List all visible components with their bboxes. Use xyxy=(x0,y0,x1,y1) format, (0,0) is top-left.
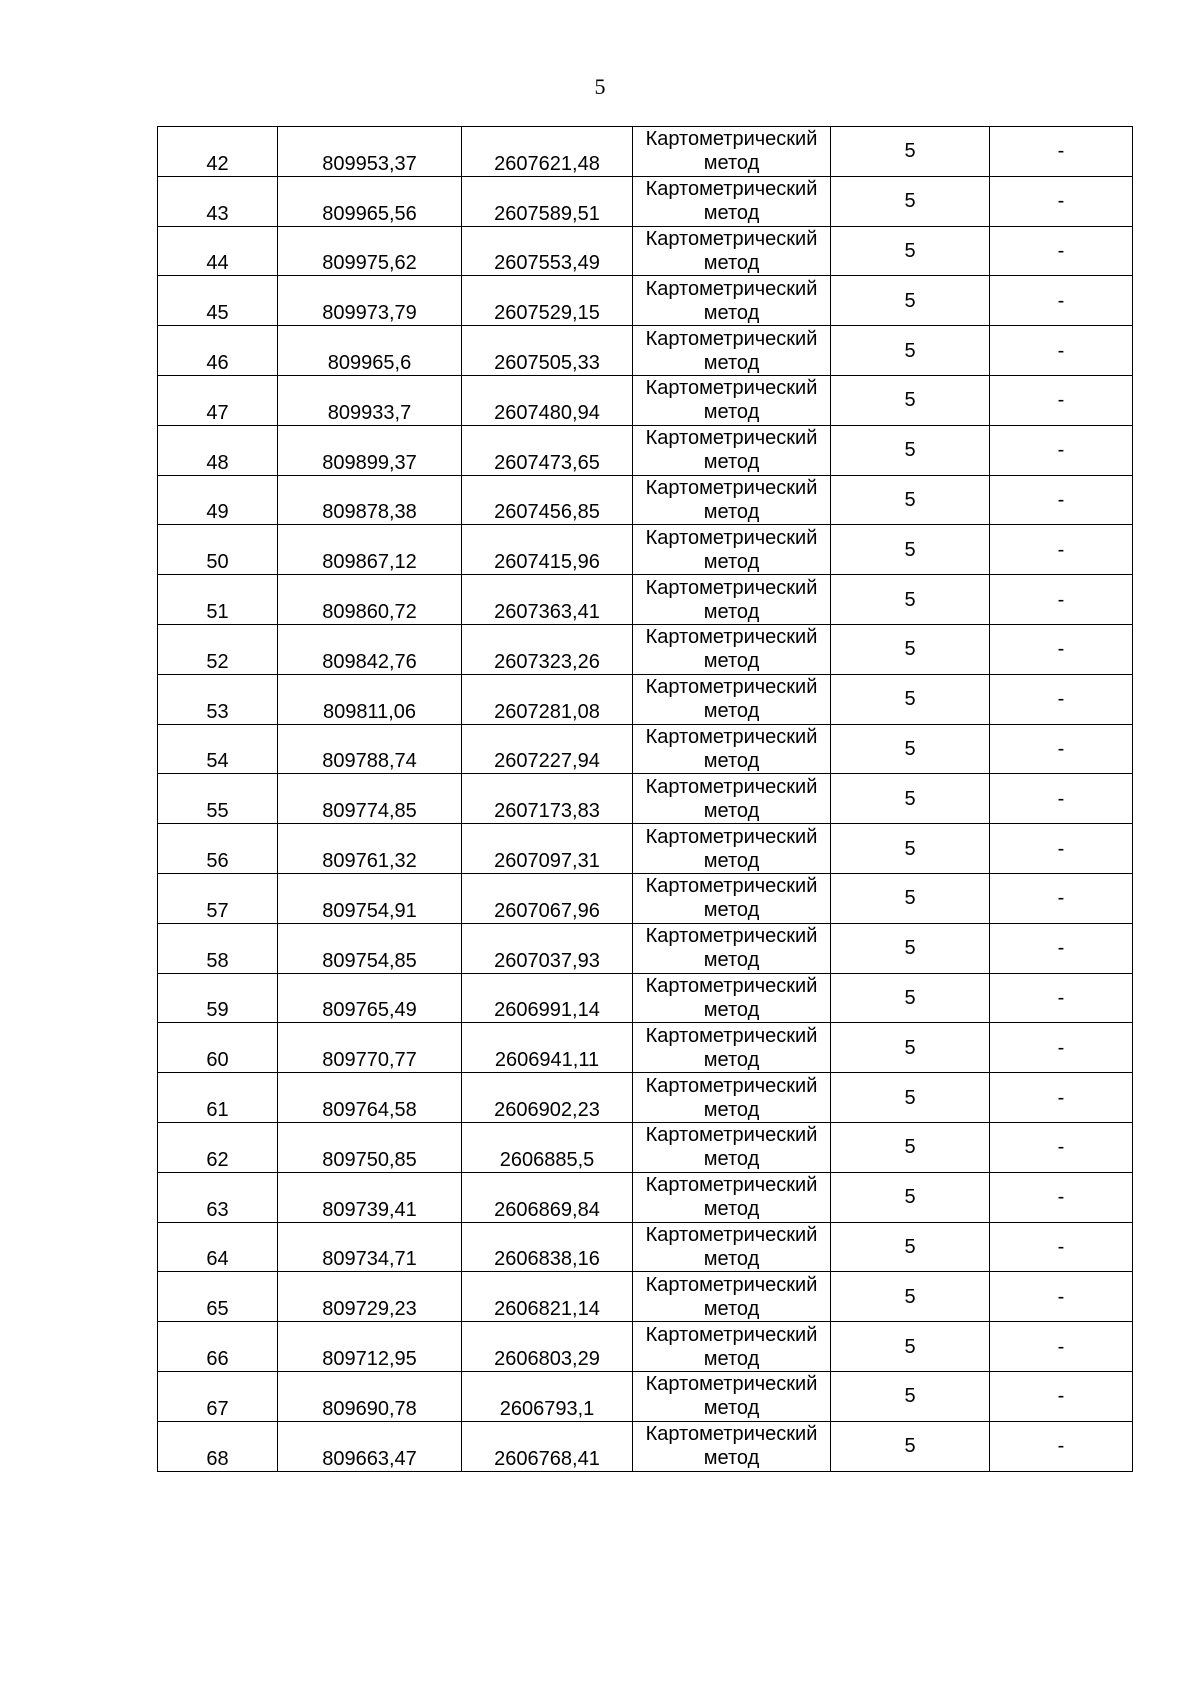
point-number-cell: 60 xyxy=(158,1023,278,1073)
method-line1: Картометрический xyxy=(645,626,818,649)
method-cell xyxy=(633,575,831,625)
method-cell xyxy=(633,326,831,376)
method-line1: Картометрический xyxy=(645,576,818,599)
note-cell: - xyxy=(990,774,1133,824)
note-cell: - xyxy=(990,1023,1133,1073)
accuracy-cell: 5 xyxy=(831,873,990,923)
y-coordinate-cell: 2607589,51 xyxy=(462,176,633,226)
x-coordinate-cell: 809965,56 xyxy=(278,176,462,226)
method-cell xyxy=(633,873,831,923)
x-coordinate-cell: 809690,78 xyxy=(278,1371,462,1421)
method-cell xyxy=(633,1272,831,1322)
note-cell: - xyxy=(990,1371,1133,1421)
accuracy-cell: 5 xyxy=(831,674,990,724)
method-line2: метод xyxy=(703,849,760,872)
table-row xyxy=(158,624,1133,674)
x-coordinate-cell: 809761,32 xyxy=(278,824,462,874)
point-number-cell: 47 xyxy=(158,375,278,425)
y-coordinate-cell: 2606793,1 xyxy=(462,1371,633,1421)
table-row xyxy=(158,1272,1133,1322)
x-coordinate-cell: 809764,58 xyxy=(278,1073,462,1123)
note-cell: - xyxy=(990,475,1133,525)
method-cell xyxy=(633,824,831,874)
method-cell xyxy=(633,375,831,425)
accuracy-cell: 5 xyxy=(831,326,990,376)
method-cell xyxy=(633,1023,831,1073)
method-line1: Картометрический xyxy=(645,327,818,350)
method-cell xyxy=(633,425,831,475)
method-cell xyxy=(633,724,831,774)
method-cell xyxy=(633,226,831,276)
accuracy-cell: 5 xyxy=(831,375,990,425)
point-number-cell: 42 xyxy=(158,127,278,177)
note-cell: - xyxy=(990,1272,1133,1322)
x-coordinate-cell: 809973,79 xyxy=(278,276,462,326)
accuracy-cell: 5 xyxy=(831,1222,990,1272)
table-row xyxy=(158,1322,1133,1372)
method-line1: Картометрический xyxy=(645,925,818,948)
table-row xyxy=(158,1023,1133,1073)
accuracy-cell: 5 xyxy=(831,1272,990,1322)
method-cell xyxy=(633,1322,831,1372)
note-cell: - xyxy=(990,525,1133,575)
method-cell xyxy=(633,1421,831,1471)
y-coordinate-cell: 2607173,83 xyxy=(462,774,633,824)
y-coordinate-cell: 2607067,96 xyxy=(462,873,633,923)
table-row xyxy=(158,475,1133,525)
accuracy-cell: 5 xyxy=(831,226,990,276)
method-line2: метод xyxy=(703,1148,760,1171)
method-line2: метод xyxy=(703,351,760,374)
method-line2: метод xyxy=(703,301,760,324)
x-coordinate-cell: 809663,47 xyxy=(278,1421,462,1471)
y-coordinate-cell: 2606991,14 xyxy=(462,973,633,1023)
x-coordinate-cell: 809867,12 xyxy=(278,525,462,575)
x-coordinate-cell: 809953,37 xyxy=(278,127,462,177)
method-line1: Картометрический xyxy=(645,128,818,151)
x-coordinate-cell: 809975,62 xyxy=(278,226,462,276)
note-cell: - xyxy=(990,824,1133,874)
method-line1: Картометрический xyxy=(645,178,818,201)
note-cell: - xyxy=(990,724,1133,774)
method-line1: Картометрический xyxy=(645,1273,818,1296)
point-number-cell: 67 xyxy=(158,1371,278,1421)
method-line2: метод xyxy=(703,500,760,523)
point-number-cell: 68 xyxy=(158,1421,278,1471)
method-line1: Картометрический xyxy=(645,974,818,997)
x-coordinate-cell: 809842,76 xyxy=(278,624,462,674)
point-number-cell: 51 xyxy=(158,575,278,625)
y-coordinate-cell: 2606838,16 xyxy=(462,1222,633,1272)
method-line2: метод xyxy=(703,152,760,175)
table-row xyxy=(158,1371,1133,1421)
method-line1: Картометрический xyxy=(645,427,818,450)
accuracy-cell: 5 xyxy=(831,1073,990,1123)
point-number-cell: 61 xyxy=(158,1073,278,1123)
method-line2: метод xyxy=(703,899,760,922)
note-cell: - xyxy=(990,326,1133,376)
table-row xyxy=(158,973,1133,1023)
method-line2: метод xyxy=(703,949,760,972)
point-number-cell: 64 xyxy=(158,1222,278,1272)
table-row xyxy=(158,425,1133,475)
note-cell: - xyxy=(990,1073,1133,1123)
table-row xyxy=(158,824,1133,874)
y-coordinate-cell: 2607529,15 xyxy=(462,276,633,326)
accuracy-cell: 5 xyxy=(831,973,990,1023)
table-row xyxy=(158,923,1133,973)
table-row xyxy=(158,575,1133,625)
x-coordinate-cell: 809770,77 xyxy=(278,1023,462,1073)
method-cell xyxy=(633,774,831,824)
x-coordinate-cell: 809878,38 xyxy=(278,475,462,525)
accuracy-cell: 5 xyxy=(831,1421,990,1471)
x-coordinate-cell: 809899,37 xyxy=(278,425,462,475)
method-line1: Картометрический xyxy=(645,277,818,300)
accuracy-cell: 5 xyxy=(831,475,990,525)
method-line2: метод xyxy=(703,749,760,772)
accuracy-cell: 5 xyxy=(831,575,990,625)
x-coordinate-cell: 809811,06 xyxy=(278,674,462,724)
note-cell: - xyxy=(990,1421,1133,1471)
method-cell xyxy=(633,674,831,724)
x-coordinate-cell: 809774,85 xyxy=(278,774,462,824)
accuracy-cell: 5 xyxy=(831,425,990,475)
method-cell xyxy=(633,475,831,525)
note-cell: - xyxy=(990,1122,1133,1172)
x-coordinate-cell: 809965,6 xyxy=(278,326,462,376)
point-number-cell: 59 xyxy=(158,973,278,1023)
accuracy-cell: 5 xyxy=(831,525,990,575)
note-cell: - xyxy=(990,1322,1133,1372)
point-number-cell: 55 xyxy=(158,774,278,824)
note-cell: - xyxy=(990,425,1133,475)
note-cell: - xyxy=(990,127,1133,177)
page-number: 5 xyxy=(594,74,606,99)
method-line1: Картометрический xyxy=(645,825,818,848)
method-cell xyxy=(633,973,831,1023)
method-cell xyxy=(633,923,831,973)
note-cell: - xyxy=(990,624,1133,674)
accuracy-cell: 5 xyxy=(831,624,990,674)
table-row xyxy=(158,226,1133,276)
table-row xyxy=(158,724,1133,774)
y-coordinate-cell: 2606885,5 xyxy=(462,1122,633,1172)
accuracy-cell: 5 xyxy=(831,127,990,177)
table-row xyxy=(158,1073,1133,1123)
method-cell xyxy=(633,176,831,226)
accuracy-cell: 5 xyxy=(831,1371,990,1421)
y-coordinate-cell: 2607227,94 xyxy=(462,724,633,774)
y-coordinate-cell: 2607097,31 xyxy=(462,824,633,874)
accuracy-cell: 5 xyxy=(831,1122,990,1172)
x-coordinate-cell: 809739,41 xyxy=(278,1172,462,1222)
method-line2: метод xyxy=(703,998,760,1021)
point-number-cell: 56 xyxy=(158,824,278,874)
point-number-cell: 43 xyxy=(158,176,278,226)
method-line1: Картометрический xyxy=(645,526,818,549)
note-cell: - xyxy=(990,226,1133,276)
note-cell: - xyxy=(990,1172,1133,1222)
y-coordinate-cell: 2607505,33 xyxy=(462,326,633,376)
table-row xyxy=(158,127,1133,177)
method-line1: Картометрический xyxy=(645,775,818,798)
note-cell: - xyxy=(990,575,1133,625)
method-line2: метод xyxy=(703,251,760,274)
method-line2: метод xyxy=(703,401,760,424)
method-cell xyxy=(633,1222,831,1272)
table-row xyxy=(158,525,1133,575)
point-number-cell: 58 xyxy=(158,923,278,973)
method-cell xyxy=(633,1172,831,1222)
method-line1: Картометрический xyxy=(645,227,818,250)
table-row xyxy=(158,1122,1133,1172)
method-line2: метод xyxy=(703,1048,760,1071)
point-number-cell: 65 xyxy=(158,1272,278,1322)
method-line2: метод xyxy=(703,650,760,673)
method-cell xyxy=(633,624,831,674)
x-coordinate-cell: 809734,71 xyxy=(278,1222,462,1272)
accuracy-cell: 5 xyxy=(831,1322,990,1372)
method-cell xyxy=(633,1073,831,1123)
method-line1: Картометрический xyxy=(645,1124,818,1147)
x-coordinate-cell: 809933,7 xyxy=(278,375,462,425)
table-row xyxy=(158,326,1133,376)
method-line1: Картометрический xyxy=(645,1373,818,1396)
accuracy-cell: 5 xyxy=(831,923,990,973)
method-line1: Картометрический xyxy=(645,377,818,400)
y-coordinate-cell: 2606821,14 xyxy=(462,1272,633,1322)
method-line2: метод xyxy=(703,1247,760,1270)
y-coordinate-cell: 2606902,23 xyxy=(462,1073,633,1123)
method-cell xyxy=(633,525,831,575)
note-cell: - xyxy=(990,1222,1133,1272)
y-coordinate-cell: 2607621,48 xyxy=(462,127,633,177)
table-row xyxy=(158,276,1133,326)
note-cell: - xyxy=(990,674,1133,724)
point-number-cell: 49 xyxy=(158,475,278,525)
y-coordinate-cell: 2606768,41 xyxy=(462,1421,633,1471)
x-coordinate-cell: 809860,72 xyxy=(278,575,462,625)
y-coordinate-cell: 2607281,08 xyxy=(462,674,633,724)
point-number-cell: 62 xyxy=(158,1122,278,1172)
method-line2: метод xyxy=(703,600,760,623)
x-coordinate-cell: 809729,23 xyxy=(278,1272,462,1322)
method-line2: метод xyxy=(703,1447,760,1470)
method-cell xyxy=(633,127,831,177)
method-line2: метод xyxy=(703,1347,760,1370)
x-coordinate-cell: 809754,85 xyxy=(278,923,462,973)
point-number-cell: 50 xyxy=(158,525,278,575)
note-cell: - xyxy=(990,176,1133,226)
y-coordinate-cell: 2607473,65 xyxy=(462,425,633,475)
table-row xyxy=(158,1222,1133,1272)
note-cell: - xyxy=(990,276,1133,326)
point-number-cell: 57 xyxy=(158,873,278,923)
method-line1: Картометрический xyxy=(645,875,818,898)
x-coordinate-cell: 809788,74 xyxy=(278,724,462,774)
y-coordinate-cell: 2607456,85 xyxy=(462,475,633,525)
method-line1: Картометрический xyxy=(645,676,818,699)
method-line1: Картометрический xyxy=(645,1074,818,1097)
y-coordinate-cell: 2606803,29 xyxy=(462,1322,633,1372)
y-coordinate-cell: 2607415,96 xyxy=(462,525,633,575)
method-line1: Картометрический xyxy=(645,1174,818,1197)
table-row xyxy=(158,375,1133,425)
x-coordinate-cell: 809754,91 xyxy=(278,873,462,923)
table-row xyxy=(158,1172,1133,1222)
point-number-cell: 46 xyxy=(158,326,278,376)
point-number-cell: 54 xyxy=(158,724,278,774)
table-row xyxy=(158,1421,1133,1471)
y-coordinate-cell: 2607037,93 xyxy=(462,923,633,973)
method-line2: метод xyxy=(703,799,760,822)
point-number-cell: 53 xyxy=(158,674,278,724)
table-row xyxy=(158,774,1133,824)
method-line1: Картометрический xyxy=(645,1223,818,1246)
table-row xyxy=(158,873,1133,923)
y-coordinate-cell: 2606941,11 xyxy=(462,1023,633,1073)
method-line2: метод xyxy=(703,1397,760,1420)
accuracy-cell: 5 xyxy=(831,1172,990,1222)
y-coordinate-cell: 2606869,84 xyxy=(462,1172,633,1222)
table-row xyxy=(158,674,1133,724)
method-line1: Картометрический xyxy=(645,1423,818,1446)
note-cell: - xyxy=(990,973,1133,1023)
method-line1: Картометрический xyxy=(645,725,818,748)
x-coordinate-cell: 809765,49 xyxy=(278,973,462,1023)
method-line2: метод xyxy=(703,1297,760,1320)
note-cell: - xyxy=(990,375,1133,425)
point-number-cell: 63 xyxy=(158,1172,278,1222)
method-line2: метод xyxy=(703,1198,760,1221)
accuracy-cell: 5 xyxy=(831,774,990,824)
method-line1: Картометрический xyxy=(645,1323,818,1346)
method-line1: Картометрический xyxy=(645,476,818,499)
point-number-cell: 44 xyxy=(158,226,278,276)
note-cell: - xyxy=(990,873,1133,923)
y-coordinate-cell: 2607553,49 xyxy=(462,226,633,276)
method-line2: метод xyxy=(703,700,760,723)
accuracy-cell: 5 xyxy=(831,276,990,326)
method-line2: метод xyxy=(703,1098,760,1121)
table-body xyxy=(158,127,1133,1472)
y-coordinate-cell: 2607323,26 xyxy=(462,624,633,674)
accuracy-cell: 5 xyxy=(831,1023,990,1073)
y-coordinate-cell: 2607480,94 xyxy=(462,375,633,425)
method-line2: метод xyxy=(703,451,760,474)
method-cell xyxy=(633,276,831,326)
accuracy-cell: 5 xyxy=(831,176,990,226)
coordinates-table xyxy=(157,126,1133,1472)
x-coordinate-cell: 809712,95 xyxy=(278,1322,462,1372)
accuracy-cell: 5 xyxy=(831,724,990,774)
table-row xyxy=(158,176,1133,226)
method-line1: Картометрический xyxy=(645,1024,818,1047)
method-line2: метод xyxy=(703,202,760,225)
method-cell xyxy=(633,1371,831,1421)
point-number-cell: 52 xyxy=(158,624,278,674)
y-coordinate-cell: 2607363,41 xyxy=(462,575,633,625)
point-number-cell: 66 xyxy=(158,1322,278,1372)
point-number-cell: 48 xyxy=(158,425,278,475)
point-number-cell: 45 xyxy=(158,276,278,326)
accuracy-cell: 5 xyxy=(831,824,990,874)
note-cell: - xyxy=(990,923,1133,973)
method-cell xyxy=(633,1122,831,1172)
x-coordinate-cell: 809750,85 xyxy=(278,1122,462,1172)
method-line2: метод xyxy=(703,550,760,573)
